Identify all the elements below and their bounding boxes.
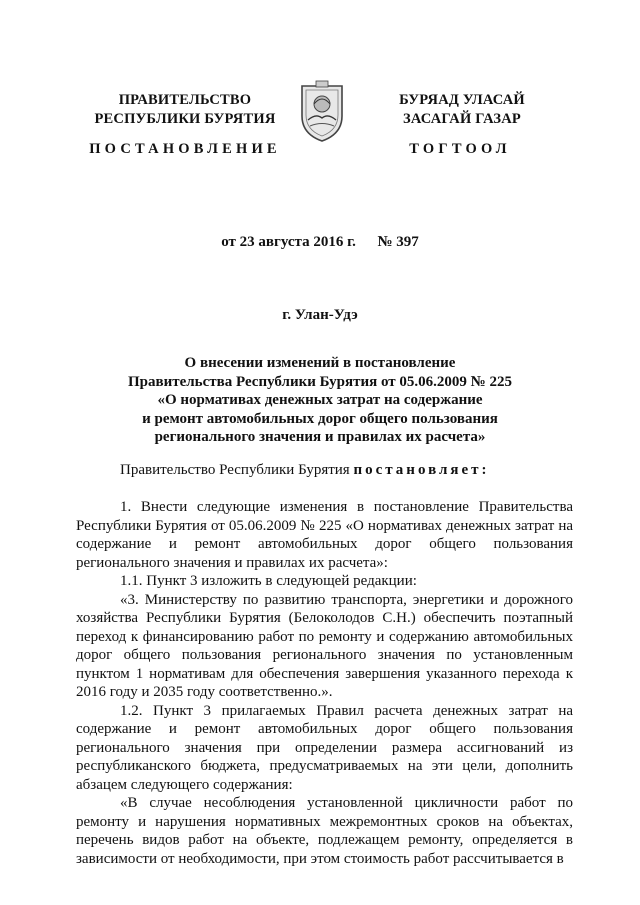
preamble [120, 462, 590, 479]
body-paragraph: 1.2. Пункт 3 прилагаемых Правил расчета денежных затрат на содержание и ремонт автомобильных дорог общего пользования регионального значения при определении размера ассигнований из республиканского бюджета, предусматриваемых на эти цели, дополнить абзацем следующего содержания: [76, 702, 573, 793]
decree-body [76, 498, 573, 868]
decree-title [80, 354, 560, 447]
body-paragraph: «3. Министерству по развитию транспорта, энергетики и дорожного хозяйства Республики Бурятия (Белоколодов С.Н.) обеспечить поэтапный переход к финансированию работ по ремонту и содержанию автомобильных дорог общего пользования регионального значения по установленным пунктом 1 нормативам для обеспечения завершения указанного перехода к 2016 году и 2035 году соответственно.». [76, 591, 573, 700]
government-name-bua-line2: ЗАСАГАЙ ГАЗАР [403, 111, 521, 127]
body-paragraph: 1.1. Пункт 3 изложить в следующей редакции: [120, 573, 417, 589]
decree-title-line: «О нормативах денежных затрат на содержание [157, 392, 483, 408]
decree-date: от 23 августа 2016 г. [221, 234, 356, 250]
decree-number: № 397 [377, 234, 419, 250]
government-name-ru-line1: ПРАВИТЕЛЬСТВО [118, 92, 252, 108]
government-name-bua [372, 91, 552, 129]
government-name-ru [90, 91, 280, 129]
decree-title-line: и ремонт автомобильных дорог общего пользования [142, 410, 498, 427]
decree-date-number [0, 234, 640, 251]
body-paragraph: «В случае несоблюдения установленной цикличности работ по ремонту и нарушения нормативных межремонтных сроков на объектах, перечень видов работ на объекте, подлежащем ремонту, определяется в зависимости от необходимости, при этом стоимость работ рассчитывается в [76, 795, 573, 867]
doc-type-ru: ПОСТАНОВЛЕНИЕ [89, 141, 281, 157]
preamble-text: Правительство Республики Бурятия [120, 462, 350, 478]
doc-type-bua: ТОГТООЛ [409, 141, 511, 157]
coat-of-arms-icon [296, 80, 348, 144]
decree-title-line: Правительства Республики Бурятия от 05.06.2009 № 225 [127, 373, 512, 390]
preamble-decree-word: постановляет: [353, 462, 490, 478]
body-paragraph: 1. Внести следующие изменения в постановление Правительства Республики Бурятия от 05.06.2009 № 225 «О нормативах денежных затрат на содержание и ремонт автомобильных дорог общего пользования регионального значения и правилах их расчета»: [76, 499, 573, 571]
decree-title-line: регионального значения и правилах их расчета» [154, 429, 486, 445]
decree-title-line: О внесении изменений в постановление [184, 355, 456, 371]
decree-city: г. Улан-Удэ [282, 307, 358, 323]
government-name-bua-line1: БУРЯАД УЛАСАЙ [399, 92, 525, 108]
government-name-ru-line2: РЕСПУБЛИКИ БУРЯТИЯ [94, 111, 276, 127]
